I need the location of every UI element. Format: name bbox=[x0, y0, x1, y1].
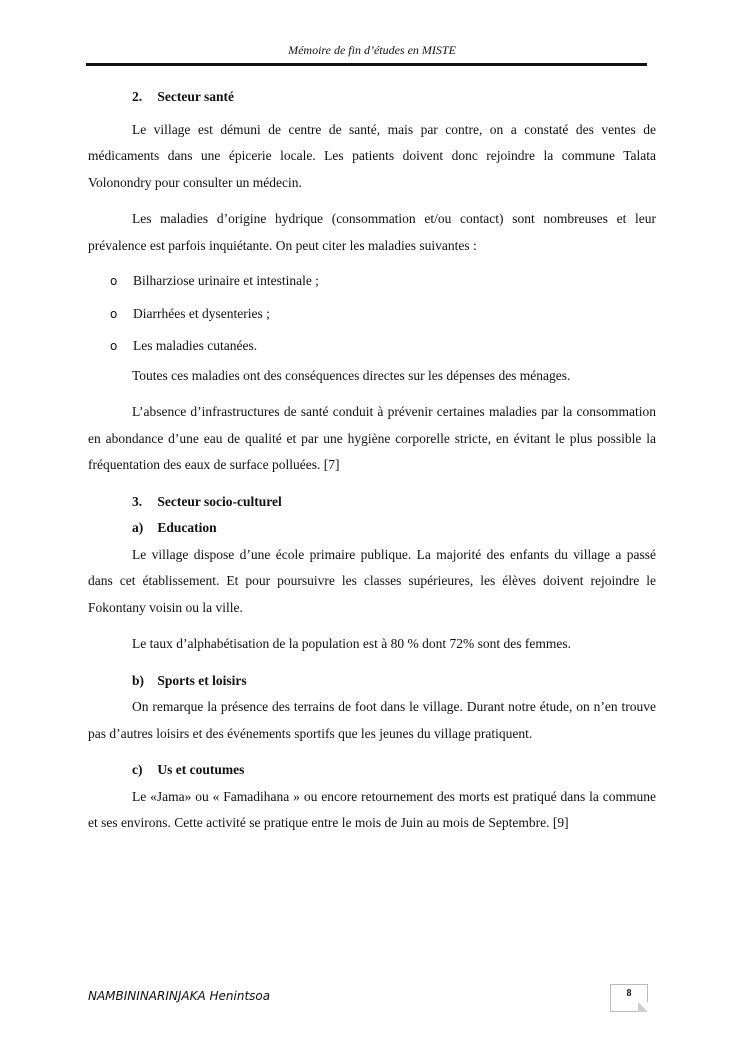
section-3-title: Secteur socio-culturel bbox=[157, 493, 282, 509]
list-item-text: Bilharziose urinaire et intestinale ; bbox=[133, 273, 319, 288]
health-paragraph-2: Les maladies d’origine hydrique (consommation et/ou contact) sont nombreuses et leur prévalence est parfois inquiétante. On peut citer les maladies suivantes : bbox=[88, 211, 656, 253]
bullet-marker: o bbox=[110, 306, 118, 321]
section-2-title: Secteur santé bbox=[157, 89, 234, 104]
section-2-heading bbox=[88, 84, 656, 111]
subsection-a-heading bbox=[88, 515, 656, 542]
list-item bbox=[88, 265, 656, 298]
list-item bbox=[88, 330, 656, 363]
page-curl-icon bbox=[638, 1002, 648, 1012]
list-item-text: Les maladies cutanées. bbox=[133, 338, 258, 353]
list-item-text: Diarrhées et dysenteries ; bbox=[133, 305, 270, 321]
disease-list bbox=[88, 265, 656, 363]
running-header: Mémoire de fin d’études en MISTE bbox=[288, 43, 456, 57]
bullet-marker: o bbox=[110, 339, 118, 353]
subsection-c-number: c) bbox=[132, 762, 143, 777]
customs-paragraph-1: Le «Jama» ou « Famadihana » ou encore retournement des morts est pratiqué dans la commune et ses environs. Cette activité se pratique entre le mois de Juin au mois de Septembre. [9] bbox=[88, 788, 656, 830]
page-number-box bbox=[610, 984, 648, 1012]
subsection-c-heading bbox=[88, 757, 656, 784]
section-3-number: 3. bbox=[132, 493, 143, 509]
page-body bbox=[88, 84, 656, 837]
bullet-marker: o bbox=[110, 274, 118, 288]
subsection-a-title: Education bbox=[157, 520, 217, 535]
subsection-b-heading bbox=[88, 668, 656, 695]
health-paragraph-1: Le village est démuni de centre de santé, mais par contre, on a constaté des ventes de médicaments dans une épicerie locale. Les patients doivent donc rejoindre la commune Talata Volonondry pour consulter un médecin. bbox=[88, 121, 656, 190]
health-paragraph-4: L’absence d’infrastructures de santé conduit à prévenir certaines maladies par la consommation en abondance d’une eau de qualité et par une hygiène corporelle stricte, en évitant le plus possible la fréquentation des eaux de surface polluées. [7] bbox=[88, 404, 656, 472]
education-paragraph-1: Le village dispose d’une école primaire publique. La majorité des enfants du village a passé dans cet établissement. Et pour poursuivre les classes supérieures, les élèves doivent rejoindre le Fokontany voisin ou la ville. bbox=[88, 546, 656, 615]
health-paragraph-3: Toutes ces maladies ont des conséquences directes sur les dépenses des ménages. bbox=[132, 367, 571, 383]
footer-author: NAMBININARINJAKA Henintsoa bbox=[88, 989, 271, 1003]
subsection-b-title: Sports et loisirs bbox=[157, 672, 247, 688]
subsection-a-number: a) bbox=[132, 520, 144, 535]
subsection-c-title: Us et coutumes bbox=[157, 762, 245, 777]
section-3-heading bbox=[88, 489, 656, 516]
header-rule bbox=[86, 63, 647, 66]
sports-paragraph-1: On remarque la présence des terrains de foot dans le village. Durant notre étude, on n’en trouve pas d’autres loisirs et des événements sportifs que les jeunes du village pratiquent. bbox=[88, 699, 656, 741]
list-item bbox=[88, 298, 656, 331]
education-paragraph-2: Le taux d’alphabétisation de la population est à 80 % dont 72% sont des femmes. bbox=[132, 636, 572, 651]
subsection-b-number: b) bbox=[132, 672, 145, 688]
page-number: 8 bbox=[626, 988, 632, 999]
section-2-number: 2. bbox=[132, 89, 143, 104]
